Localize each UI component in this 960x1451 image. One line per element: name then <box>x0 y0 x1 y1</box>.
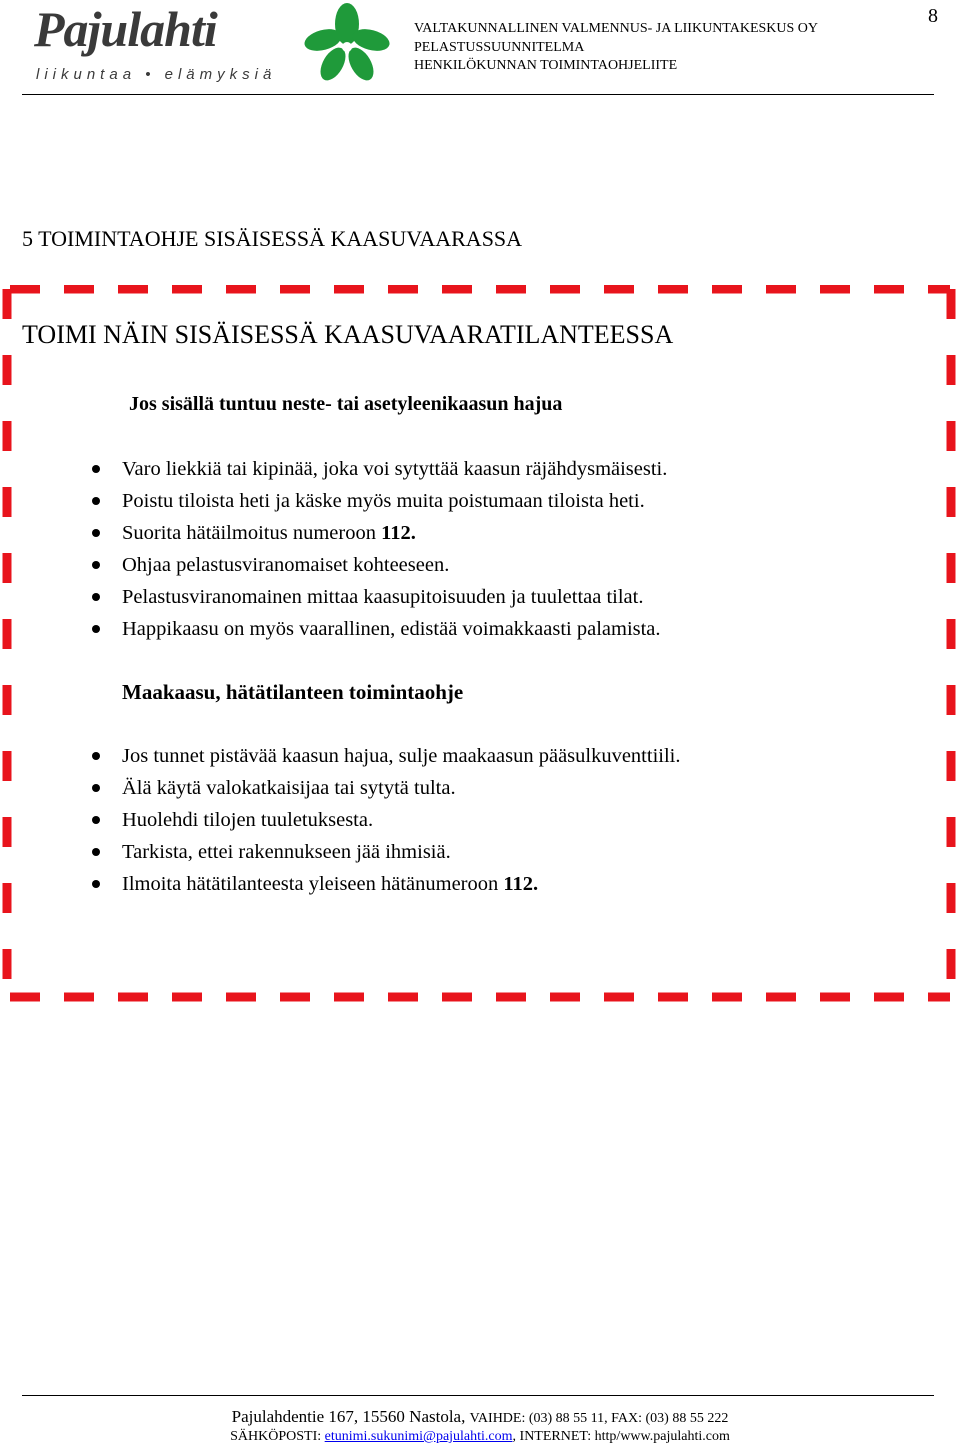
footer-divider <box>22 1395 934 1396</box>
bullet-icon <box>92 593 100 601</box>
footer-internet: , INTERNET: http/www.pajulahti.com <box>512 1429 730 1444</box>
emergency-number: 112. <box>503 873 539 895</box>
header-appendix: HENKILÖKUNNAN TOIMINTAOHJELIITE <box>414 58 678 73</box>
list-item: Jos tunnet pistävää kaasun hajua, sulje maakaasun pääsulkuventtiili. <box>0 740 681 772</box>
list-item: Suorita hätäilmoitus numeroon 112. <box>0 517 667 549</box>
bullet-icon <box>92 816 100 824</box>
list-item: Älä käytä valokatkaisijaa tai sytytä tulta. <box>0 772 681 804</box>
page-number: 8 <box>928 5 938 27</box>
footer-address: Pajulahdentie 167, 15560 Nastola, <box>231 1407 466 1426</box>
instruction-list-natural-gas <box>0 740 681 900</box>
subheading-liquid-gas: Jos sisällä tuntuu neste- tai asetyleenikaasun hajua <box>129 393 563 415</box>
bullet-icon <box>92 497 100 505</box>
bullet-icon <box>92 752 100 760</box>
footer-email-link[interactable]: etunimi.sukunimi@pajulahti.com <box>324 1429 513 1444</box>
list-item: Tarkista, ettei rakennukseen jää ihmisiä. <box>0 836 681 868</box>
bullet-icon <box>92 465 100 473</box>
header-company: VALTAKUNNALLINEN VALMENNUS- JA LIIKUNTAKESKUS OY <box>414 21 819 36</box>
list-item: Ohjaa pelastusviranomaiset kohteeseen. <box>0 549 667 581</box>
header-plan: PELASTUSSUUNNITELMA <box>414 40 585 55</box>
list-item: Ilmoita hätätilanteesta yleiseen hätänumeroon 112. <box>0 868 681 900</box>
subheading-natural-gas: Maakaasu, hätätilanteen toimintaohje <box>122 680 464 704</box>
footer-address-line <box>0 1407 960 1427</box>
bullet-icon <box>92 784 100 792</box>
bullet-icon <box>92 848 100 856</box>
footer-email-label: SÄHKÖPOSTI: <box>230 1429 322 1444</box>
bullet-icon <box>92 880 100 888</box>
instruction-box-title: TOIMI NÄIN SISÄISESSÄ KAASUVAARATILANTEESSA <box>22 320 674 349</box>
bullet-icon <box>92 625 100 633</box>
logo-wordmark: Pajulahti <box>34 1 217 57</box>
list-item: Pelastusviranomainen mittaa kaasupitoisuuden ja tuulettaa tilat. <box>0 581 667 613</box>
list-item: Huolehdi tilojen tuuletuksesta. <box>0 804 681 836</box>
bullet-icon <box>92 529 100 537</box>
footer-phones: VAIHDE: (03) 88 55 11, FAX: (03) 88 55 222 <box>469 1411 729 1426</box>
emergency-number: 112. <box>381 522 416 544</box>
bullet-icon <box>92 561 100 569</box>
list-item: Varo liekkiä tai kipinää, joka voi sytyttää kaasun räjähdysmäisesti. <box>0 453 667 485</box>
logo-tagline: liikuntaa • elämyksiä <box>36 66 277 83</box>
instruction-list-liquid-gas <box>0 453 667 645</box>
list-item: Happikaasu on myös vaarallinen, edistää voimakkaasti palamista. <box>0 613 667 645</box>
footer-contact-line <box>0 1429 960 1445</box>
leaf-logo-icon <box>285 0 405 90</box>
list-item: Poistu tiloista heti ja käske myös muita poistumaan tiloista heti. <box>0 485 667 517</box>
header-divider <box>22 94 934 95</box>
section-title: 5 TOIMINTAOHJE SISÄISESSÄ KAASUVAARASSA <box>22 226 523 251</box>
